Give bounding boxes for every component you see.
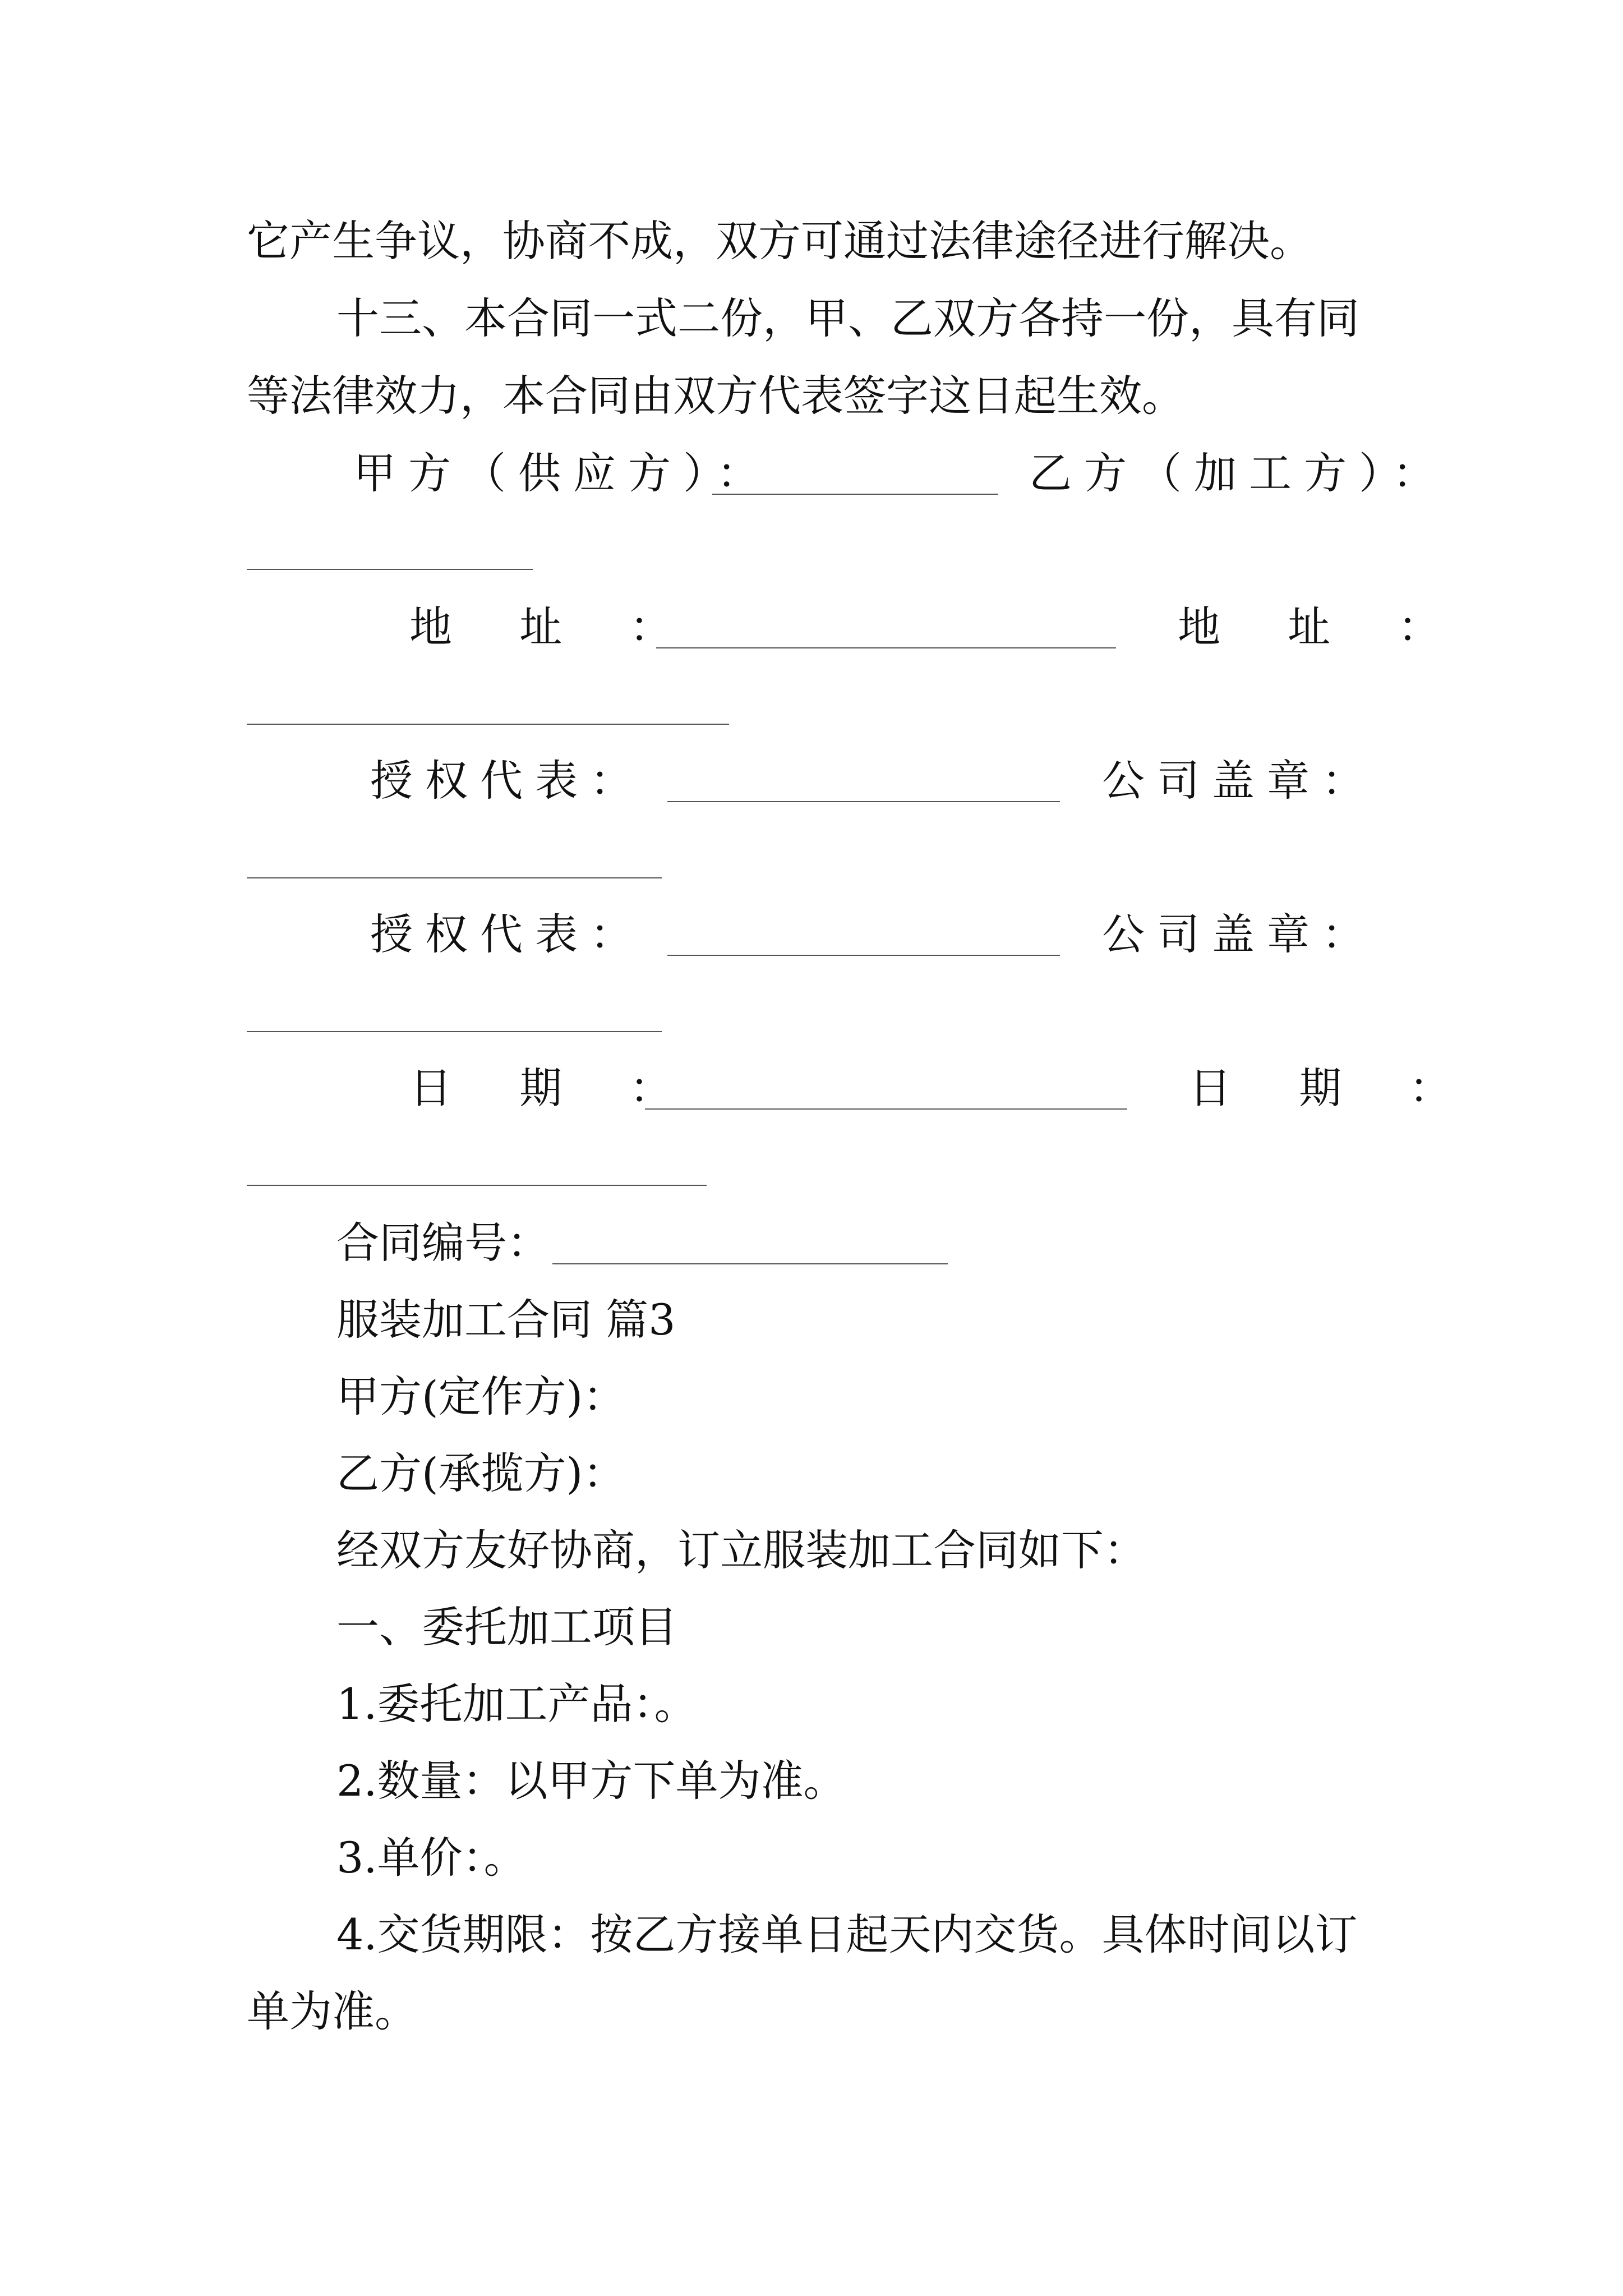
- representative-a-label: 授权代表：: [370, 756, 645, 806]
- clause-item: 4.交货期限：按乙方接单日起天内交货。具体时间以订: [336, 1910, 1358, 1959]
- clause-item: 3.单价：。: [336, 1833, 527, 1883]
- party-b-label: 乙方（加工方）：: [1029, 448, 1447, 498]
- address-a-label: 地 址 ：: [409, 602, 699, 652]
- date-a-blank: [645, 1108, 1127, 1110]
- party-a-blank: [712, 494, 998, 495]
- paragraph-line: 它产生争议，协商不成，双方可通过法律途径进行解决。: [247, 216, 1312, 266]
- paragraph-line: 等法律效力，本合同由双方代表签字这日起生效。: [247, 371, 1184, 421]
- seal-b-blank-2: [247, 1031, 662, 1032]
- clause-item-continuation: 单为准。: [247, 1986, 417, 2036]
- contract-number-label: 合同编号：: [336, 1218, 550, 1268]
- contract-number-blank: [552, 1263, 948, 1264]
- representative-a-label-2: 授权代表：: [370, 909, 645, 959]
- seal-b-blank: [247, 877, 662, 878]
- seal-b-label-2: 公司盖章：: [1102, 909, 1377, 959]
- seal-b-label: 公司盖章：: [1102, 756, 1377, 806]
- paragraph-line: 经双方友好协商，订立服装加工合同如下：: [336, 1525, 1146, 1575]
- representative-a-blank-2: [667, 955, 1060, 956]
- party-b-line: 乙方(承揽方)：: [336, 1448, 626, 1498]
- address-a-blank: [656, 647, 1116, 648]
- address-b-blank: [247, 724, 729, 725]
- address-b-label: 地 址 ：: [1178, 602, 1468, 652]
- paragraph-line: 十三、本合同一式二份，甲、乙双方各持一份，具有同: [336, 293, 1359, 343]
- representative-a-blank: [667, 801, 1060, 802]
- party-a-label: 甲方（供应方）：: [353, 448, 772, 498]
- date-a-label: 日 期 ：: [409, 1063, 699, 1113]
- party-a-line: 甲方(定作方)：: [336, 1372, 626, 1421]
- date-b-label: 日 期 ：: [1189, 1063, 1479, 1113]
- clause-heading: 一、委托加工项目: [336, 1602, 677, 1652]
- date-b-blank: [247, 1185, 707, 1186]
- section-title: 服装加工合同 篇3: [336, 1295, 676, 1345]
- party-b-blank: [247, 569, 533, 570]
- clause-item: 2.数量：以甲方下单为准。: [336, 1756, 846, 1806]
- clause-item: 1.委托加工产品：。: [336, 1679, 697, 1729]
